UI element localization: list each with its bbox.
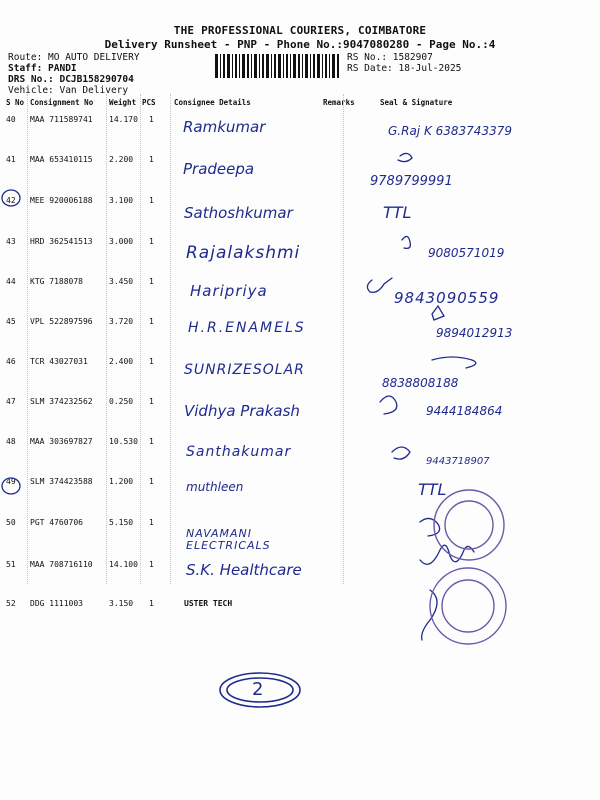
signature-scribble	[432, 306, 444, 320]
document-title: THE PROFESSIONAL COURIERS, COIMBATORE	[173, 24, 427, 37]
row-pcs: 1	[149, 477, 154, 486]
row-pcs: 1	[149, 237, 154, 246]
column-header-consignment: Consignment No	[30, 98, 94, 107]
row-sno: 49	[6, 477, 16, 486]
signature-note: G.Raj K 6383743379	[388, 124, 512, 138]
signature-scribble	[402, 236, 410, 248]
row-sno: 46	[6, 357, 16, 366]
signature-scribble	[380, 396, 397, 414]
signature-note: 9080571019	[428, 246, 505, 260]
row-weight: 2.200	[109, 155, 134, 164]
row-sno: 44	[6, 277, 16, 286]
row-sno: 48	[6, 437, 16, 446]
row-sno: 52	[6, 599, 16, 608]
consignee-typed: USTER TECH	[184, 599, 233, 608]
row-consignment-no: TCR 43027031	[30, 357, 88, 366]
row-consignment-no: HRD 362541513	[30, 237, 93, 246]
signature-scribble	[422, 590, 437, 640]
consignee-handwriting: Santhakumar	[186, 444, 292, 460]
consignee-handwriting: Ramkumar	[183, 118, 266, 136]
company-seal-stamp	[430, 490, 506, 644]
consignee-handwriting: Vidhya Prakash	[184, 402, 300, 420]
row-pcs: 1	[149, 155, 154, 164]
row-pcs: 1	[149, 277, 154, 286]
row-sno: 45	[6, 317, 16, 326]
signature-note: 9843090559	[394, 289, 500, 307]
row-pcs: 1	[149, 437, 154, 446]
row-weight: 14.170	[109, 115, 138, 124]
signature-note: TTL	[418, 480, 447, 499]
row-weight: 1.200	[109, 477, 134, 486]
row-sno: 40	[6, 115, 16, 124]
drs-number: DRS No.: DCJB158290704	[8, 74, 134, 85]
column-header-pcs: PCS	[142, 98, 156, 107]
signature-scribble	[367, 278, 392, 292]
row-consignment-no: MAA 711589741	[30, 115, 93, 124]
footer-circled-count: 2	[252, 679, 264, 700]
consignee-handwriting: SUNRIZESOLAR	[184, 362, 305, 378]
column-header-consignee: Consignee Details	[174, 98, 251, 107]
row-sno: 51	[6, 560, 16, 569]
column-divider	[106, 94, 107, 584]
row-pcs: 1	[149, 560, 154, 569]
signature-scribble	[420, 545, 474, 564]
consignee-handwriting: Sathoshkumar	[184, 204, 293, 222]
signature-note: 9443718907	[426, 456, 490, 467]
row-consignment-no: MAA 708716110	[30, 560, 93, 569]
column-header-sno: S No	[6, 98, 25, 107]
row-consignment-no: SLM 374232562	[30, 397, 93, 406]
column-header-remarks: Remarks	[323, 98, 355, 107]
staff-label: Staff: PANDI	[8, 63, 77, 74]
row-weight: 0.250	[109, 397, 134, 406]
signature-note: 9894012913	[436, 326, 513, 340]
signature-scribble	[420, 518, 440, 536]
signature-scribble	[392, 447, 410, 459]
consignee-handwriting: Pradeepa	[183, 160, 255, 178]
consignee-handwriting: Rajalakshmi	[186, 243, 301, 263]
consignee-handwriting: H.R.ENAMELS	[188, 320, 306, 336]
signature-scribble	[398, 153, 412, 161]
consignee-handwriting: S.K. Healthcare	[186, 561, 302, 579]
row-weight: 3.450	[109, 277, 134, 286]
row-consignment-no: DDG 1111003	[30, 599, 83, 608]
row-consignment-no: VPL 522897596	[30, 317, 93, 326]
rs-date: RS Date: 18-Jul-2025	[347, 63, 462, 74]
row-consignment-no: MAA 653410115	[30, 155, 93, 164]
row-weight: 3.150	[109, 599, 134, 608]
row-pcs: 1	[149, 397, 154, 406]
row-sno: 43	[6, 237, 16, 246]
row-weight: 5.150	[109, 518, 134, 527]
signature-note: 9789799991	[370, 174, 453, 189]
signature-note: 8838808188	[382, 376, 459, 390]
row-weight: 14.100	[109, 560, 138, 569]
row-sno: 50	[6, 518, 16, 527]
row-sno: 42	[6, 196, 16, 205]
row-consignment-no: KTG 7188078	[30, 277, 83, 286]
column-divider	[343, 94, 344, 584]
row-consignment-no: SLM 374423588	[30, 477, 93, 486]
consignee-handwriting: muthleen	[186, 480, 244, 494]
column-header-signature: Seal & Signature	[380, 98, 453, 107]
row-pcs: 1	[149, 599, 154, 608]
row-weight: 2.400	[109, 357, 134, 366]
row-pcs: 1	[149, 357, 154, 366]
row-weight: 10.530	[109, 437, 138, 446]
vehicle-label: Vehicle: Van Delivery	[8, 85, 129, 96]
route-label: Route: MO AUTO DELIVERY	[8, 52, 140, 63]
signature-scribble	[432, 357, 476, 368]
signature-note: 9444184864	[426, 404, 503, 418]
document-subtitle: Delivery Runsheet - PNP - Phone No.:9047080280 - Page No.:4	[104, 38, 496, 51]
consignee-handwriting: Haripriya	[190, 282, 268, 300]
row-sno: 47	[6, 397, 16, 406]
row-consignment-no: MAA 303697827	[30, 437, 93, 446]
row-pcs: 1	[149, 196, 154, 205]
row-sno: 41	[6, 155, 16, 164]
row-weight: 3.720	[109, 317, 134, 326]
signature-note: TTL	[383, 203, 412, 222]
row-consignment-no: PGT 4760706	[30, 518, 83, 527]
row-pcs: 1	[149, 317, 154, 326]
barcode-icon	[215, 54, 339, 78]
row-pcs: 1	[149, 115, 154, 124]
row-pcs: 1	[149, 518, 154, 527]
column-header-weight: Weight	[109, 98, 137, 107]
row-consignment-no: MEE 920006188	[30, 196, 93, 205]
column-divider	[170, 94, 171, 584]
row-weight: 3.000	[109, 237, 134, 246]
consignee-handwriting: NAVAMANI ELECTRICALS	[186, 527, 271, 552]
column-divider	[27, 94, 28, 584]
column-divider	[140, 94, 141, 584]
row-weight: 3.100	[109, 196, 134, 205]
rs-number: RS No.: 1582907	[347, 52, 433, 63]
